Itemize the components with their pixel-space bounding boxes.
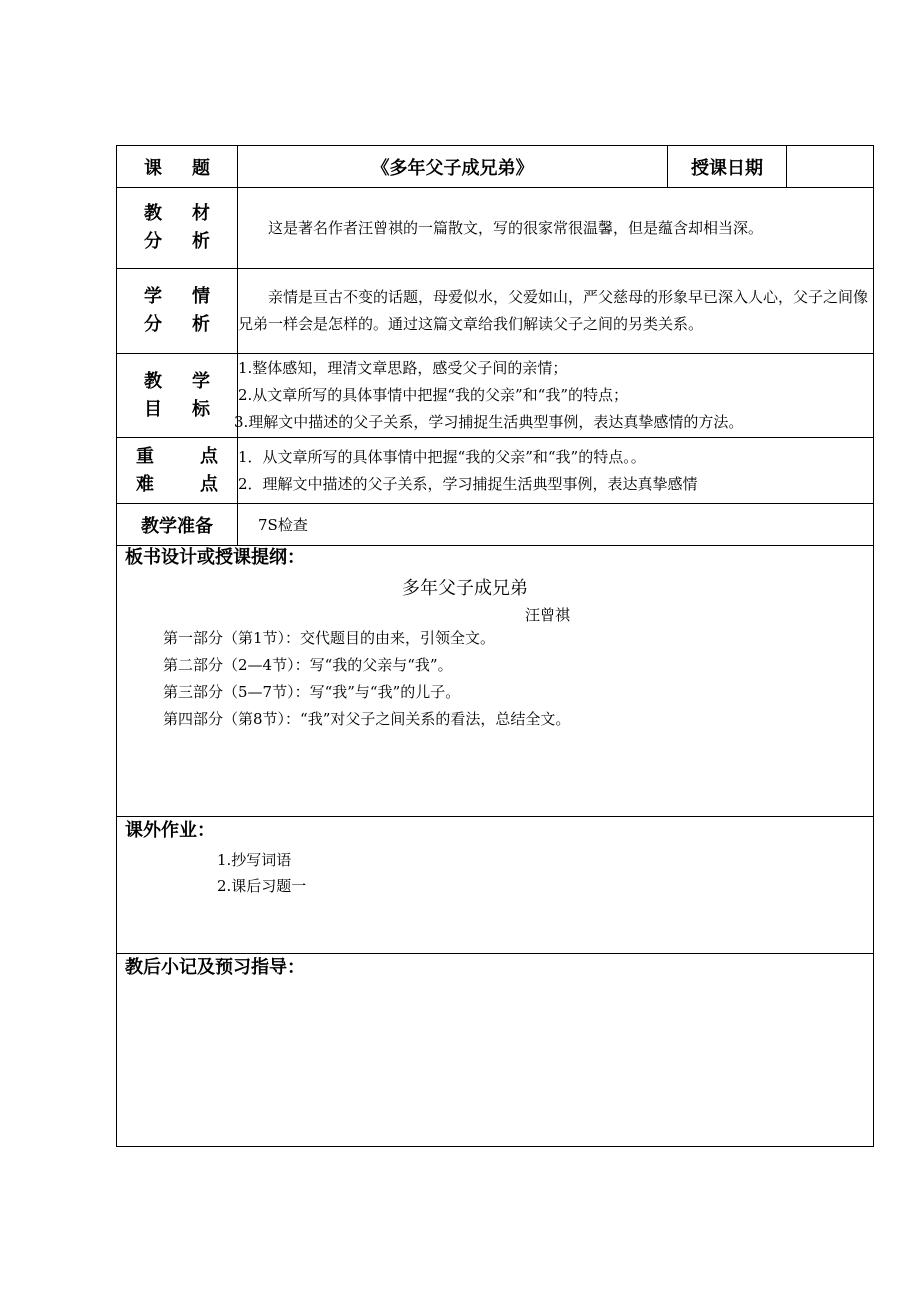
keypoints-label-cell [117,438,264,504]
objective-item: 1.整体感知，理清文章思路，感受父子间的亲情； [238,359,568,377]
topic-label-cell [117,146,238,188]
lesson-plan-table [116,145,874,1147]
material-label-line2: 分析 [144,231,240,252]
board-row [117,546,874,817]
board-title: 多年父子成兄弟 [402,578,528,599]
notes-cell [117,954,874,1147]
preparation-row [117,504,874,546]
homework-item: 2.课后习题一 [217,877,307,895]
notes-heading: 教后小记及预习指导： [125,957,305,978]
preparation-label-cell [117,504,238,546]
board-author: 汪曾祺 [525,606,571,624]
topic-label: 课题 [144,157,240,179]
board-line: 第一部分（第1节）：交代题目的由来，引领全文。 [163,629,496,647]
students-label-line1: 学情 [144,286,240,307]
material-label-line1: 教材 [144,203,240,224]
objectives-label-line1: 教学 [144,370,240,392]
objective-item: 3.理解文中描述的父子关系，学习捕捉生活典型事例，表达真挚感情的方法。 [234,413,744,431]
keypoint-item: 2．理解文中描述的父子关系，学习捕捉生活典型事例，表达真挚感情 [238,474,698,493]
preparation-label: 教学准备 [141,515,213,537]
students-label-cell [117,269,238,354]
homework-item: 1.抄写词语 [217,851,292,869]
objectives-list [234,354,874,438]
material-row [117,188,874,269]
students-text: 亲情是亘古不变的话题，母爱似水，父爱如山，严父慈母的形象早已深入人心，父子之间像兄弟一样会是怎样的。通过这篇文章给我们解读父子之间的另类关系。 [238,269,874,354]
keypoints-list [238,438,874,504]
objective-item: 2.从文章所写的具体事情中把握“我的父亲”和“我”的特点； [238,386,628,404]
lesson-title: 《多年父子成兄弟》 [371,157,534,179]
objectives-label-cell [117,354,238,438]
board-design-cell [117,546,874,817]
board-heading: 板书设计或授课提纲： [125,547,305,568]
notes-row [117,954,874,1147]
students-row [117,269,874,354]
students-label-line2: 分析 [144,314,240,335]
material-text: 这是著名作者汪曾祺的一篇散文，写的很家常很温馨，但是蕴含却相当深。 [238,188,874,269]
date-label: 授课日期 [691,157,763,179]
date-value-cell [787,146,874,188]
date-label-cell [668,146,787,188]
keypoint-item: 1．从文章所写的具体事情中把握“我的父亲”和“我”的特点。。 [238,447,646,466]
board-line: 第四部分（第8节）：“我”对父子之间关系的看法，总结全文。 [163,710,571,728]
objectives-row [117,354,874,438]
material-label-cell [117,188,238,269]
keypoints-label-line1: 重点 [136,445,264,467]
topic-row [117,146,874,188]
homework-cell [117,817,874,954]
homework-row [117,817,874,954]
topic-value-cell [238,146,668,188]
homework-heading: 课外作业： [125,820,215,841]
objectives-label-line2: 目标 [144,398,240,420]
board-line: 第三部分（5—7节）：写“我”与“我”的儿子。 [163,683,461,701]
preparation-value-cell [238,504,874,546]
board-line: 第二部分（2—4节）：写“我的父亲与“我”。 [163,656,453,674]
preparation-value: 7S检查 [258,516,308,534]
keypoints-label-line2: 难点 [136,473,264,495]
keypoints-row [117,438,874,504]
